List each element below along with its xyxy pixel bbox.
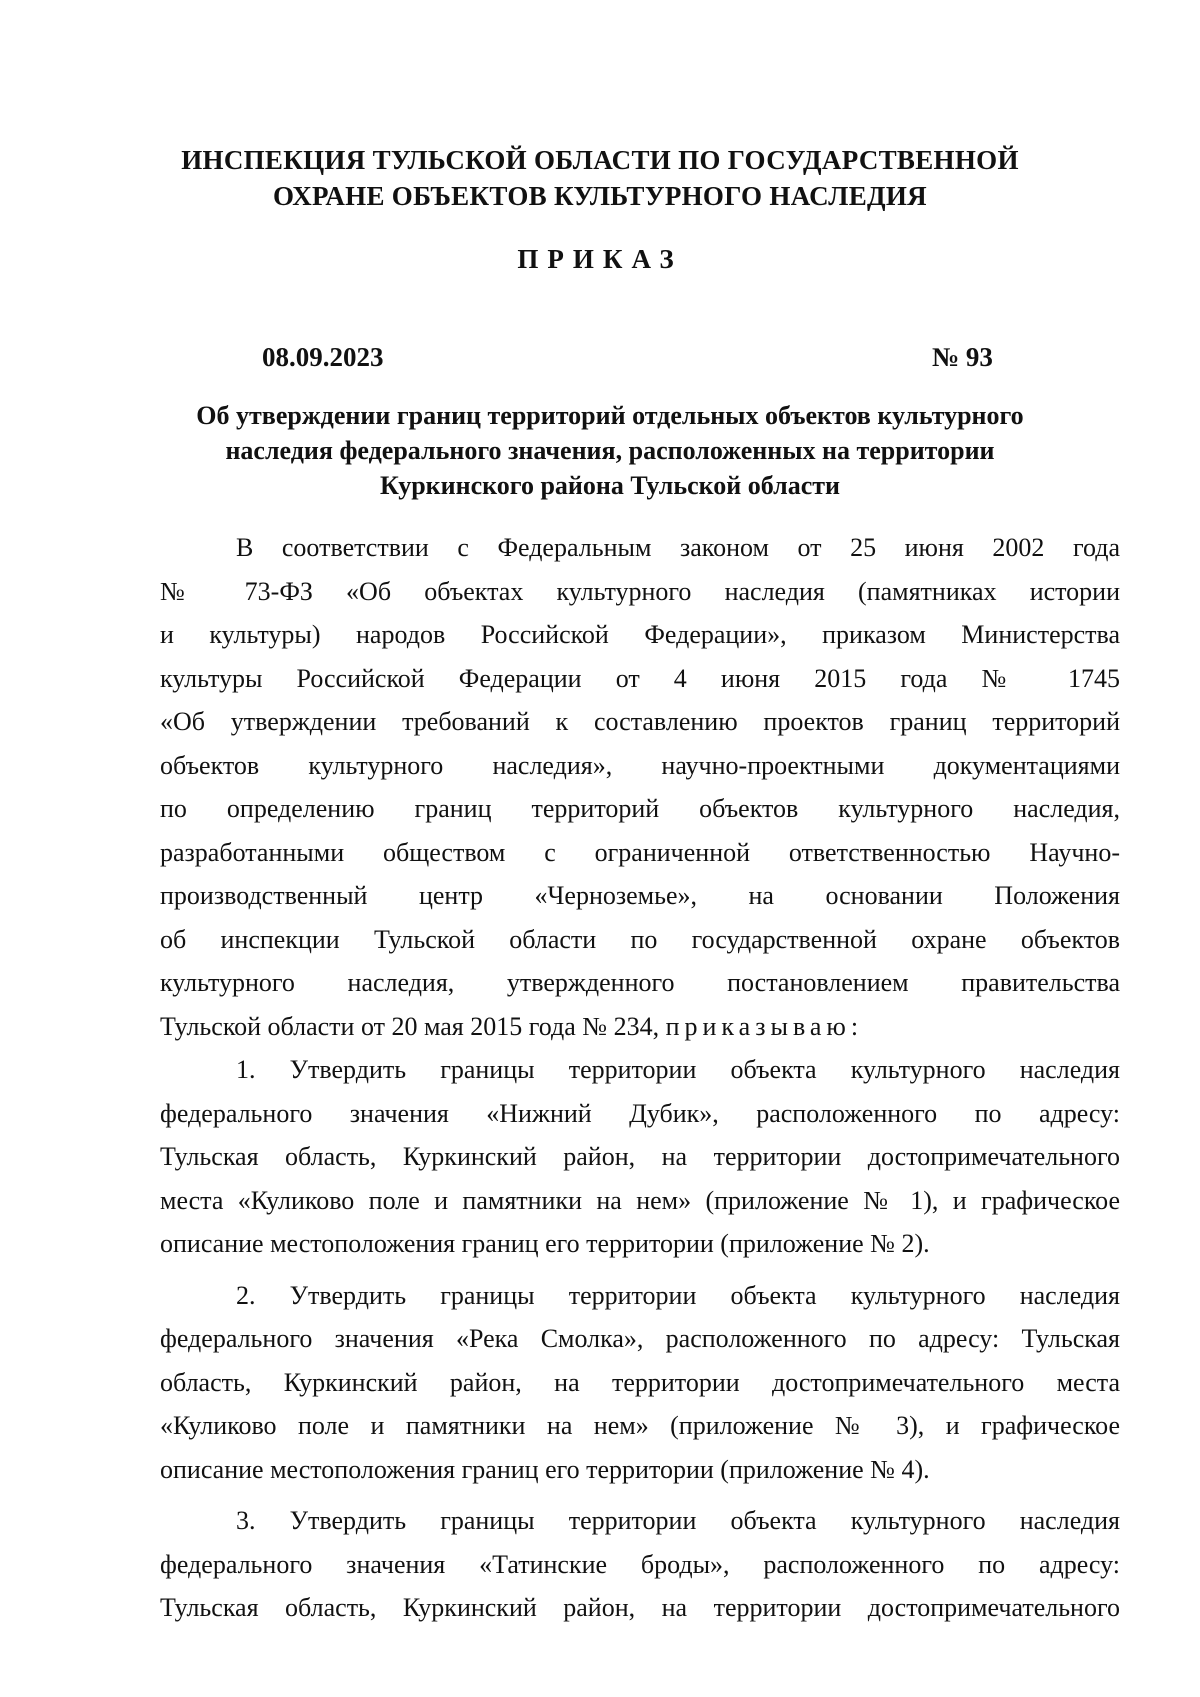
text-line: Тульская область, Куркинский район, на территории достопримечательного [160, 1593, 1120, 1622]
order-item-1 [160, 1048, 1120, 1266]
text-line: описание местоположения границ его территории (приложение № 4). [160, 1454, 930, 1484]
text-line: по определению границ территорий объектов культурного наследия, [160, 794, 1120, 823]
text-line: «Куликово поле и памятники на нем» (приложение № 3), и графическое [160, 1411, 1120, 1440]
document-body [160, 526, 1120, 1630]
document-number: № 93 [932, 342, 993, 372]
text-line: об инспекции Тульской области по государственной охране объектов [160, 924, 1120, 954]
text-line: культурного наследия, утвержденного постановлением правительства [160, 968, 1120, 997]
organization-line-2: ОХРАНЕ ОБЪЕКТОВ КУЛЬТУРНОГО НАСЛЕДИЯ [273, 181, 927, 211]
document-date: 08.09.2023 [262, 342, 384, 372]
text-line: разработанными обществом с ограниченной ответственностью Научно- [160, 837, 1120, 867]
text-line: федерального значения «Нижний Дубик», расположенного по адресу: [160, 1098, 1120, 1128]
order-word: приказываю: [665, 1011, 864, 1041]
text-line: объектов культурного наследия», научно-проектными документациями [160, 750, 1120, 780]
text-line: места «Куликово поле и памятники на нем» (приложение № 1), и графическое [160, 1185, 1120, 1215]
preamble-paragraph [160, 526, 1120, 1048]
text-line: 3. Утвердить границы территории объекта культурного наследия [236, 1506, 1120, 1535]
subject-line: наследия федерального значения, расположенных на территории [225, 436, 995, 465]
subject-line: Куркинского района Тульской области [380, 471, 840, 500]
text-line: «Об утверждении требований к составлению проектов границ территорий [160, 707, 1120, 736]
text-line: 1. Утвердить границы территории объекта культурного наследия [236, 1055, 1120, 1084]
text-line: описание местоположения границ его территории (приложение № 2). [160, 1229, 930, 1258]
order-item-2 [160, 1274, 1120, 1492]
text-line: область, Куркинский район, на территории достопримечательного места [160, 1367, 1120, 1397]
document-subject [150, 398, 1070, 503]
document-type: ПРИКАЗ [517, 244, 683, 274]
text-line: № 73-ФЗ «Об объектах культурного наследия (памятниках истории [160, 576, 1120, 606]
text-line: культуры Российской Федерации от 4 июня 2015 года № 1745 [160, 663, 1120, 693]
text-line: федерального значения «Река Смолка», расположенного по адресу: Тульская [160, 1324, 1120, 1353]
organization-line-1: ИНСПЕКЦИЯ ТУЛЬСКОЙ ОБЛАСТИ ПО ГОСУДАРСТВЕННОЙ [181, 145, 1019, 175]
text-line: Тульская область, Куркинский район, на территории достопримечательного [160, 1142, 1120, 1171]
text-line: 2. Утвердить границы территории объекта культурного наследия [236, 1280, 1120, 1310]
text-line: и культуры) народов Российской Федерации», приказом Министерства [160, 620, 1120, 649]
order-item-3 [160, 1499, 1120, 1630]
text-line: В соответствии с Федеральным законом от 25 июня 2002 года [236, 533, 1120, 562]
text-line: производственный центр «Черноземье», на основании Положения [160, 881, 1120, 910]
text-line [160, 1005, 1120, 1049]
subject-line: Об утверждении границ территорий отдельных объектов культурного [196, 401, 1024, 430]
organization-header [140, 142, 1060, 214]
text-line: федерального значения «Татинские броды», расположенного по адресу: [160, 1549, 1120, 1579]
preamble-last-text: Тульской области от 20 мая 2015 года № 234, [160, 1011, 660, 1041]
